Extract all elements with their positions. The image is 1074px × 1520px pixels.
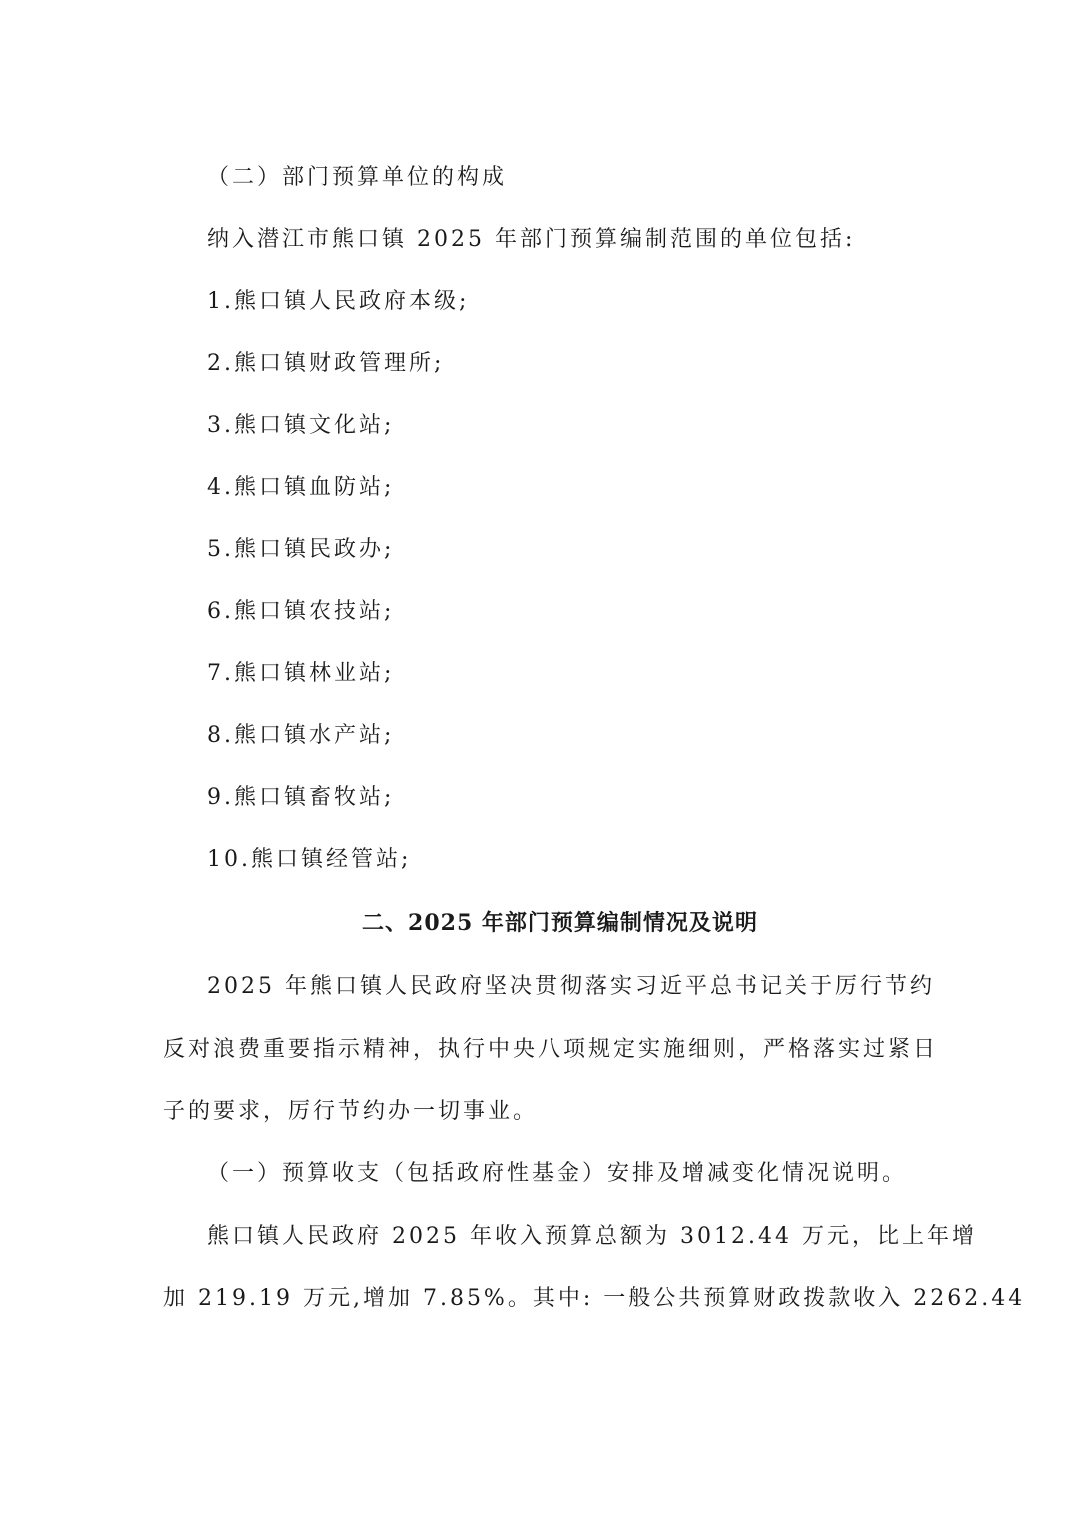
paragraph-line: 2025 年熊口镇人民政府坚决贯彻落实习近平总书记关于厉行节约 (207, 974, 935, 999)
subsection-heading: （一）预算收支（包括政府性基金）安排及增减变化情况说明。 (207, 1161, 908, 1186)
unit-list-item: 1.熊口镇人民政府本级; (207, 289, 470, 314)
unit-list-item: 3.熊口镇文化站; (207, 413, 395, 438)
unit-list-item: 8.熊口镇水产站; (207, 723, 395, 748)
unit-list-item: 6.熊口镇农技站; (207, 599, 395, 624)
paragraph-line: 反对浪费重要指示精神，执行中央八项规定实施细则，严格落实过紧日 (163, 1037, 939, 1062)
unit-list-item: 4.熊口镇血防站; (207, 475, 395, 500)
chapter-title: 二、2025 年部门预算编制情况及说明 (362, 910, 758, 936)
unit-list-item: 5.熊口镇民政办; (207, 537, 395, 562)
unit-list-item: 2.熊口镇财政管理所; (207, 351, 445, 376)
unit-list-item: 7.熊口镇林业站; (207, 661, 395, 686)
unit-list-item: 10.熊口镇经管站; (207, 847, 412, 872)
section-heading: （二）部门预算单位的构成 (207, 165, 508, 190)
paragraph-line: 熊口镇人民政府 2025 年收入预算总额为 3012.44 万元，比上年增 (207, 1224, 977, 1249)
unit-list-item: 9.熊口镇畜牧站; (207, 785, 395, 810)
paragraph-line: 子的要求，厉行节约办一切事业。 (163, 1099, 539, 1124)
paragraph-line: 加 219.19 万元,增加 7.85%。其中: 一般公共预算财政拨款收入 2262.44 (163, 1286, 1026, 1311)
scope-intro: 纳入潜江市熊口镇 2025 年部门预算编制范围的单位包括: (207, 227, 856, 252)
